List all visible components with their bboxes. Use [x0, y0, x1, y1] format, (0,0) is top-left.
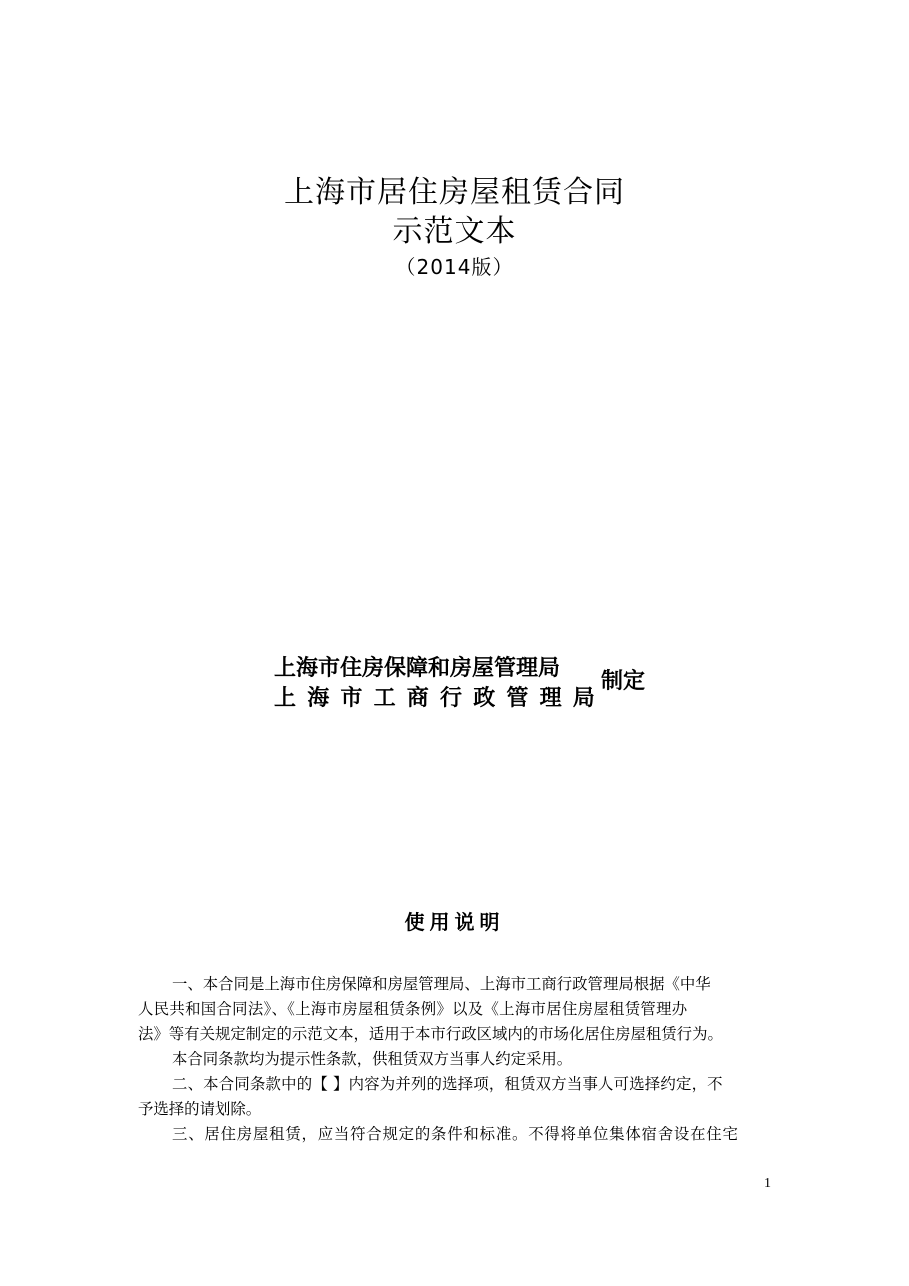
edition-label: （2014版） [395, 255, 514, 279]
page-number: 1 [764, 1176, 771, 1191]
usage-paragraph-1-line-1: 一、本合同是上海市住房保障和房屋管理局、上海市工商行政管理局根据《中华 [172, 975, 711, 993]
issuer-commerce-bureau: 上海市工商行政管理局 [274, 686, 607, 711]
usage-paragraph-3-line-1: 二、本合同条款中的【 】内容为并列的选择项，租赁双方当事人可选择约定，不 [172, 1075, 723, 1093]
usage-instructions-heading: 使用说明 [404, 910, 505, 934]
usage-paragraph-3-line-2: 予选择的请划除。 [138, 1100, 262, 1118]
usage-paragraph-1-line-2: 人民共和国合同法》、《上海市房屋租赁条例》以及《上海市居住房屋租赁管理办 [138, 1000, 688, 1018]
contract-subtitle: 示范文本 [392, 214, 517, 249]
issuer-housing-bureau: 上海市住房保障和房屋管理局 [274, 656, 561, 681]
contract-title: 上海市居住房屋租赁合同 [284, 175, 625, 210]
usage-paragraph-2: 本合同条款均为提示性条款，供租赁双方当事人约定采用。 [172, 1050, 573, 1068]
usage-paragraph-4-line-1: 三、居住房屋租赁，应当符合规定的条件和标准。不得将单位集体宿舍设在住宅 [172, 1125, 739, 1143]
usage-paragraph-1-line-3: 法》等有关规定制定的示范文本，适用于本市行政区域内的市场化居住房屋租赁行为。 [138, 1025, 723, 1043]
issuer-action-label: 制定 [601, 669, 646, 694]
